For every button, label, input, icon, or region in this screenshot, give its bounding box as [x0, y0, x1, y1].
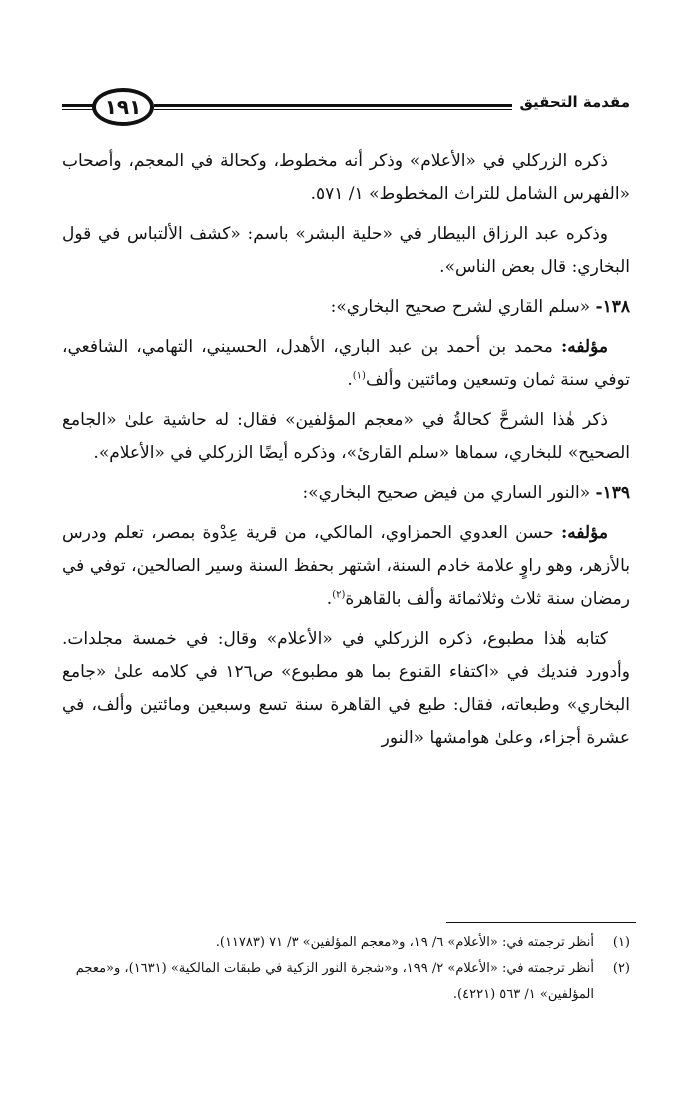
paragraph [62, 404, 630, 470]
footnote-ref[interactable]: (٢) [332, 589, 346, 601]
footnote-text: أنظر ترجمته في: «الأعلام» ٦/ ١٩، و«معجم المؤلفين» ٣/ ٧١ (١١٧٨٣). [215, 935, 594, 950]
paragraph-text: ذكره الزركلي في «الأعلام» وذكر أنه مخطوط، وكحالة في المعجم، وأصحاب «الفهرس الشامل للتراث المخطوط» ١/ ٥٧١. [62, 151, 630, 204]
author-paragraph [62, 517, 630, 616]
sentence-end: . [326, 589, 333, 609]
page-number: ١٩١ [104, 95, 142, 119]
entry-title: «النور الساري من فيض صحيح البخاري»: [302, 483, 591, 503]
paragraph [62, 218, 630, 284]
author-label: مؤلفه: [560, 523, 608, 543]
running-header [62, 82, 630, 132]
entry-heading [62, 291, 630, 324]
main-text [62, 145, 630, 755]
author-label: مؤلفه: [560, 337, 608, 357]
paragraph-text: وذكره عبد الرزاق البيطار في «حلية البشر» باسم: «كشف الألتباس في قول البخاري: قال بعض الناس». [62, 224, 630, 277]
header-rule-thick [154, 104, 512, 107]
author-paragraph [62, 331, 630, 397]
footnote-marker: (٢) [612, 961, 630, 976]
sentence-end: . [347, 370, 353, 390]
entry-number: ١٣٩- [595, 483, 630, 503]
footnotes [62, 930, 630, 1008]
paragraph [62, 145, 630, 211]
entry-title: «سلم القاري لشرح صحيح البخاري»: [330, 297, 591, 317]
footnote-ref[interactable]: (١) [352, 370, 366, 382]
footnote-separator [446, 922, 636, 923]
section-title: مقدمة التحقيق [519, 93, 630, 111]
author-text: حسن العدوي الحمزاوي، المالكي، من قرية عِدْوة بمصر، تعلم ودرس بالأزهر، وهو راوٍ علامة خادم السنة، اشتهر بحفظ السنة وسير الصالحين، توفي في رمضان سنة ثلاث وثلاثمائة وألف بالقاهرة [62, 523, 630, 609]
header-rule-thin [154, 109, 512, 110]
footnote [62, 956, 630, 1008]
header-rule-left-thick [62, 104, 96, 107]
page-number-badge [92, 88, 154, 126]
paragraph-text: كتابه هٰذا مطبوع، ذكره الزركلي في «الأعلام» وقال: في خمسة مجلدات. وأدورد فنديك في «اكتفاء القنوع بما هو مطبوع» ص١٢٦ في كلامه علىٰ «جامع البخاري» وطبعاته، فقال: طبع في القاهرة سنة تسع وسبعين ومائتين وألف، في عشرة أجزاء، وعلىٰ هوامشها «النور [62, 629, 630, 748]
paragraph [62, 623, 630, 755]
footnote [62, 930, 630, 956]
entry-number: ١٣٨- [595, 297, 630, 317]
footnote-marker: (١) [612, 935, 630, 950]
paragraph-text: ذكر هٰذا الشرحَّ كحالةُ في «معجم المؤلفين» فقال: له حاشية علىٰ «الجامع الصحيح» للبخاري، سماها «سلم القارئ»، وذكره أيضًا الزركلي في «الأعلام». [62, 410, 630, 463]
author-text: محمد بن أحمد بن عبد الباري، الأهدل، الحسيني، التهامي، الشافعي، توفي سنة ثمان وتسعين ومائتين وألف [62, 337, 630, 390]
footnote-text: أنظر ترجمته في: «الأعلام» ٢/ ١٩٩، و«شجرة النور الزكية في طبقات المالكية» (١٦٣١)، و«معجم المؤلفين» ١/ ٥٦٣ (٤٢٢١). [75, 961, 594, 1002]
entry-heading [62, 477, 630, 510]
header-rule-left-thin [62, 109, 96, 110]
